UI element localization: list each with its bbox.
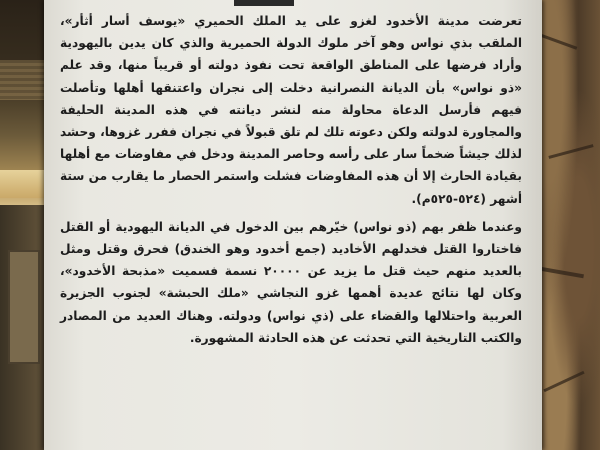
information-sign [44,0,542,450]
sign-paragraph-2: وعندما ظفر بهم (ذو نواس) خيّرهم بين الدخول في الديانة اليهودية أو القتل فاختاروا القتل فخدلهم الأخاديد (جمع أخدود وهو الخندق) فحرق وقتل ومثل بالعديد منهم حيث قتل ما يزيد عن ٢٠٠٠٠ نسمة فسميت «مذبحة الأخدود»، وكان لها نتائج عديدة أهمها غزو النجاشي «ملك الحبشة» لجنوب الجزيرة العربية واحتلالها والقضاء على (ذي نواس) ودولته. وهناك العديد من المصادر والكتب التاريخية التي تحدثت عن هذه الحادثة المشهورة. [60,219,523,345]
sign-title-fragment [234,0,294,6]
stone-crack [539,33,578,49]
stone-crack [548,144,593,159]
sign-paragraph-1: تعرضت مدينة الأخدود لغزو على يد الملك الحميري «يوسف أسار أثأر»، الملقب بذي نواس وهو آخر ملوك الدولة الحميرية والذي كان يدين باليهودية وأراد فرضها على المناطق الواقعة تحت نفوذ دولته أو قريباً منها، وقد علم «ذو نواس» بأن الديانة النصرانية دخلت إلى نجران واعتنقها أهلها وتأصلت فيهم فأرسل الدعاة محاولة منه لنشر ديانته في هذه المدينة الحليفة والمجاورة لدولته ولكن دعوته تلك لم تلق قبولاً في نجران ففرر غزوها، وحشد لذلك جيشاً ضخماً سار على رأسه وحاصر المدينة ودخل في مفاوضات مع أهلها بقيادة الحارث إلا أن هذه المفاوضات فشلت واستمر الحصار ما يقارب من ستة أشهر (٥٢٤-٥٢٥م). [60,14,522,206]
stone-crack [543,371,584,392]
hall-doorway [8,250,40,364]
sign-body-text [60,10,522,349]
